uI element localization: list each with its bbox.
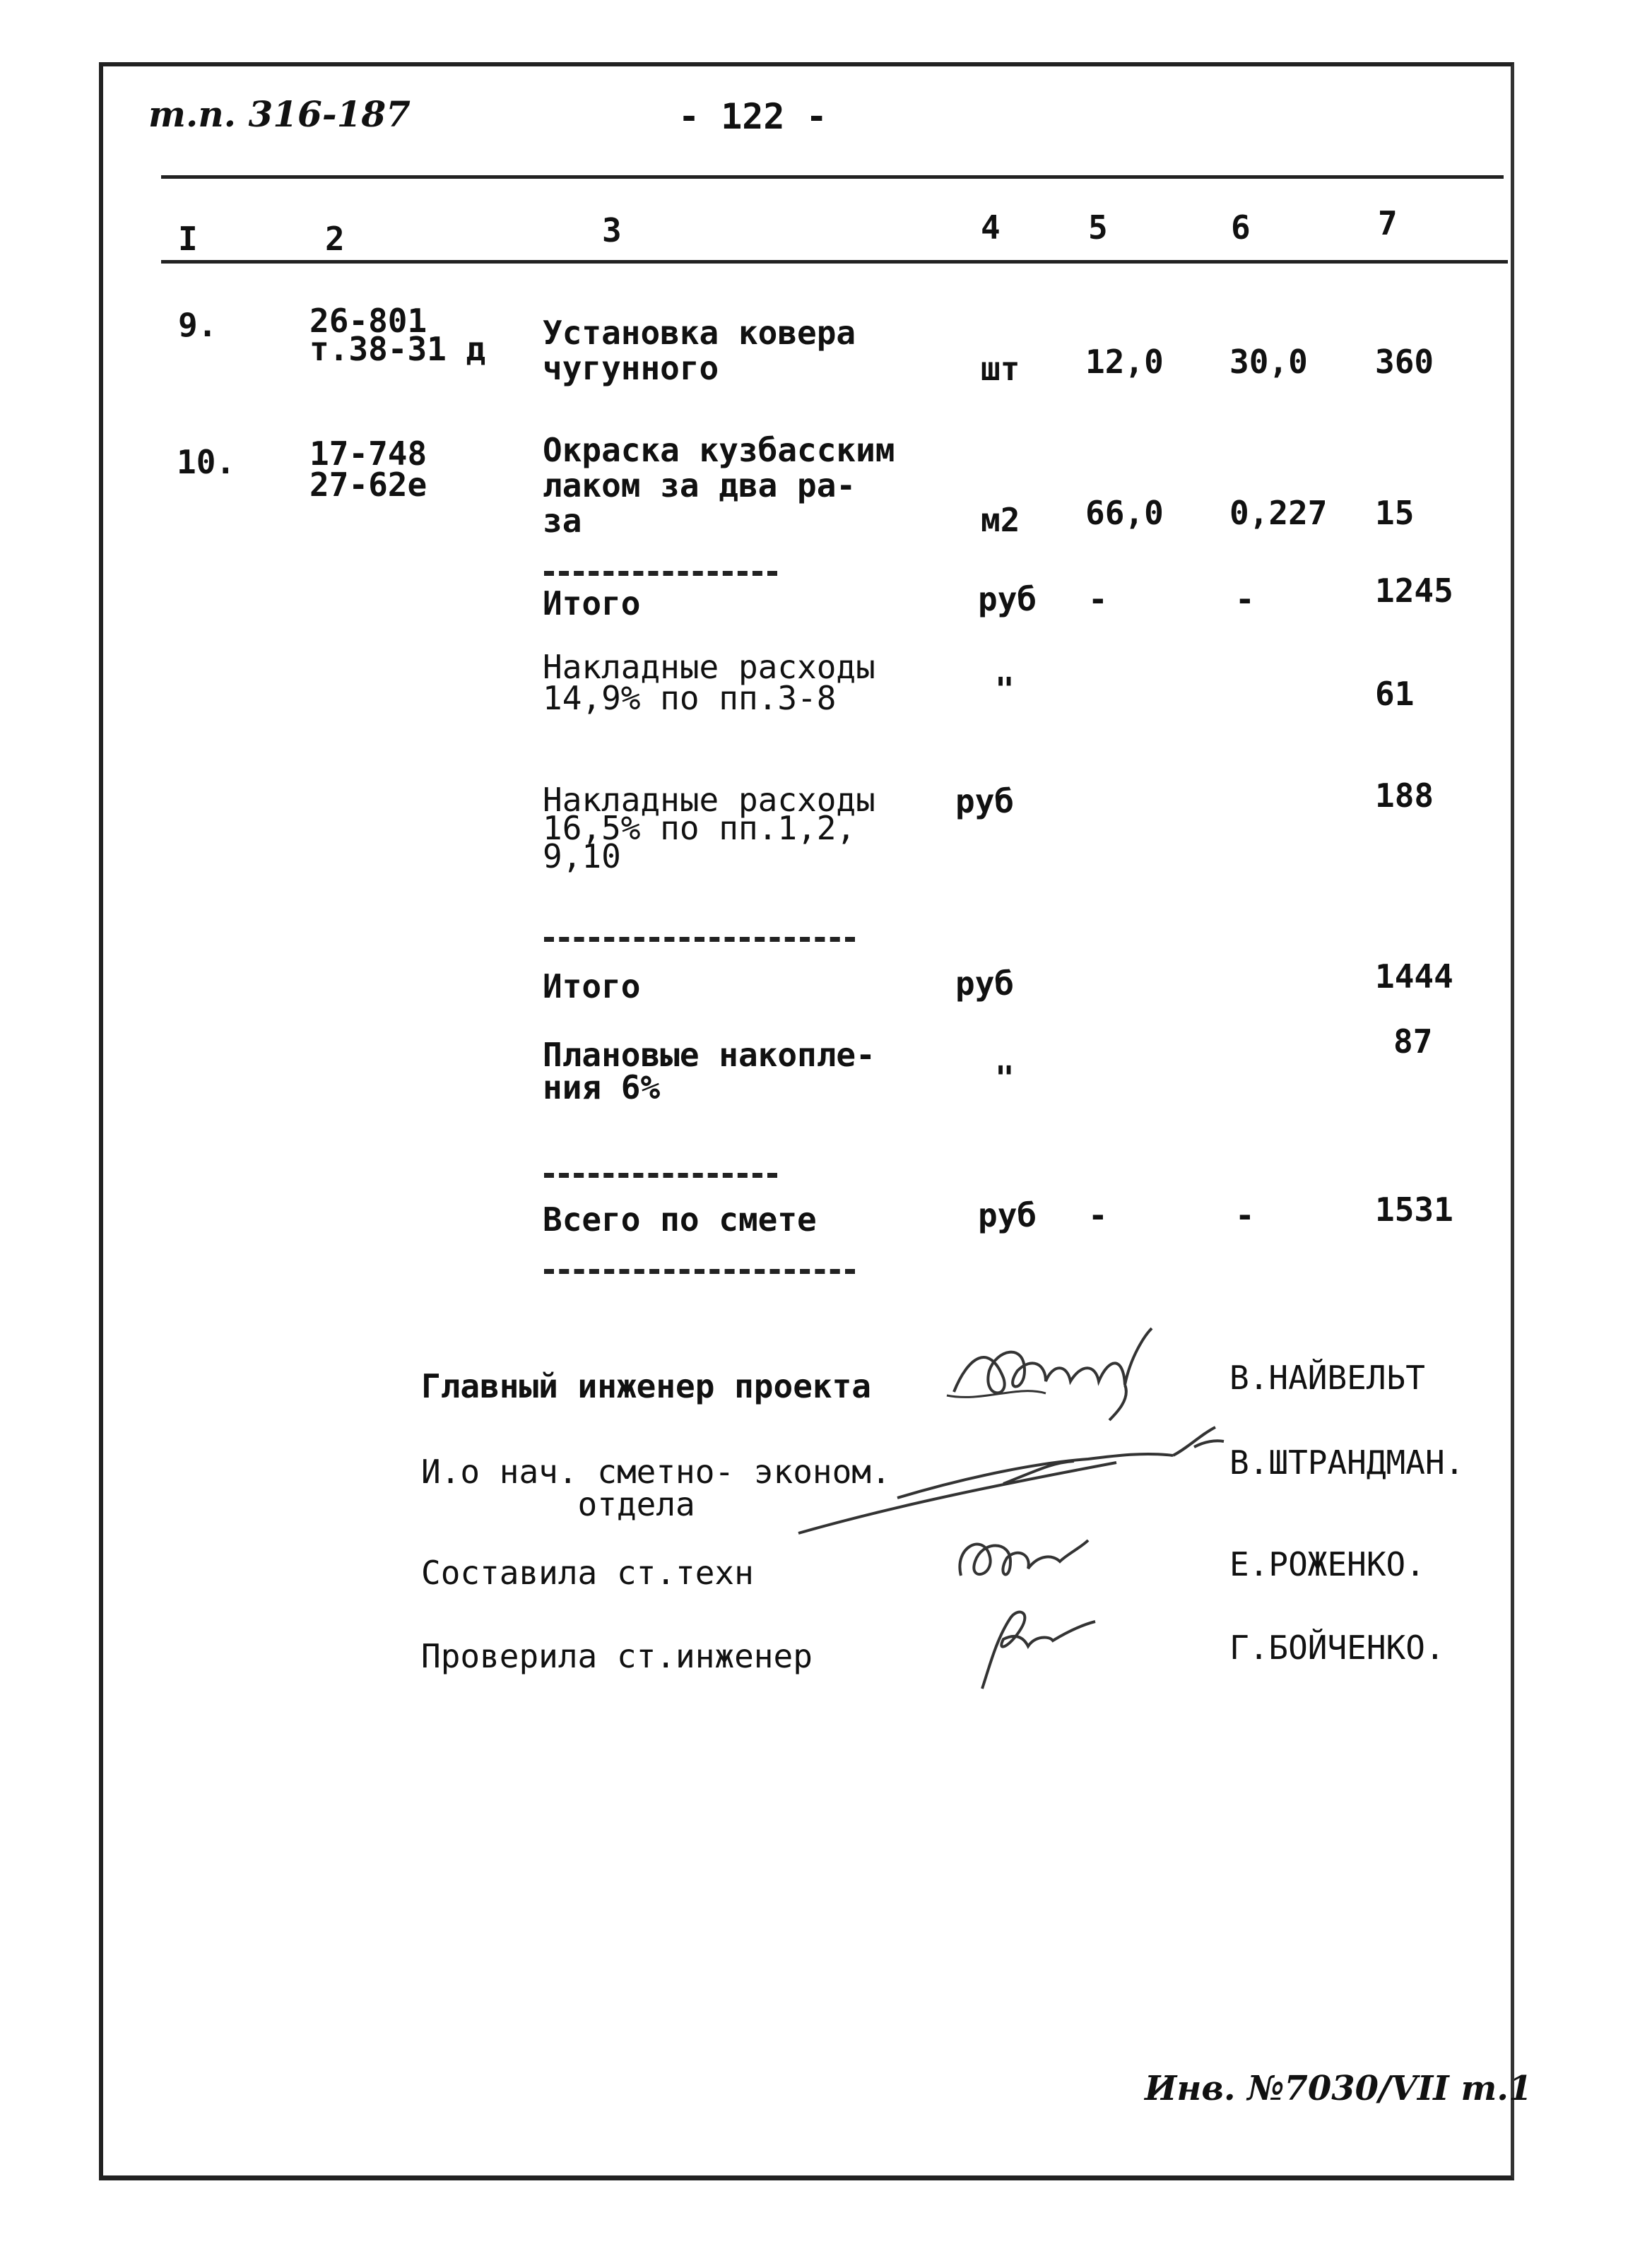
col-header-3: 3 (602, 211, 622, 249)
row-10-name: Окраска кузбасским лаком за два ра- за (543, 431, 895, 540)
col-header-5: 5 (1088, 208, 1108, 247)
signature-name-dept-head: В.ШТРАНДМАН. (1229, 1443, 1465, 1482)
summary-grand-total-sum: 1531 (1375, 1191, 1453, 1229)
signature-role-chief-engineer: Главный инженер проекта (421, 1367, 871, 1405)
row-9-price: 30,0 (1229, 343, 1308, 381)
col-header-6: 6 (1231, 208, 1251, 247)
summary-total-2-unit: руб (955, 964, 1015, 1003)
signature-name-checker: Г.БОЙЧЕНКО. (1229, 1629, 1445, 1667)
summary-total-2-sum: 1444 (1375, 957, 1453, 996)
signature-role-compiler: Составила ст.техн (421, 1554, 754, 1592)
summary-total-1-label: Итого (543, 584, 641, 622)
col-header-1: I (178, 220, 198, 258)
inventory-number: Инв. №7030/VII т.1 (1145, 2069, 1533, 2108)
row-9-code: 26-801 т.38-31 д (309, 302, 486, 368)
handwritten-signature-compiler (947, 1519, 1102, 1597)
summary-planned-savings-unit: " (995, 1059, 1015, 1097)
row-10-code: 17-748 27-62е (309, 435, 427, 504)
dashed-separator (544, 937, 855, 942)
handwritten-signature-chief-engineer (940, 1314, 1208, 1427)
signature-name-chief-engineer: В.НАЙВЕЛЬТ (1229, 1359, 1425, 1397)
summary-overhead-1-unit: " (995, 671, 1015, 709)
summary-overhead-1-label: Накладные расходы 14,9% по пп.3-8 (543, 648, 875, 717)
summary-grand-total-label: Всего по смете (543, 1200, 817, 1239)
summary-overhead-1-sum: 61 (1375, 675, 1415, 713)
row-9-qty: 12,0 (1085, 343, 1164, 381)
summary-overhead-2-unit: руб (955, 782, 1015, 820)
row-10-qty: 66,0 (1085, 494, 1164, 532)
summary-planned-savings-label: Плановые накопле- ния 6% (543, 1036, 875, 1106)
summary-total-1-qty: - (1088, 580, 1108, 618)
row-10-sum: 15 (1375, 494, 1415, 532)
summary-grand-total-price: - (1235, 1196, 1255, 1234)
row-10-unit: м2 (981, 501, 1020, 539)
table-top-rule (161, 175, 1504, 179)
col-header-4: 4 (981, 208, 1001, 247)
handwritten-signature-checker (954, 1597, 1109, 1703)
doc-code: т.п. 316-187 (148, 93, 411, 135)
dashed-separator (544, 1173, 777, 1178)
summary-overhead-2-label: Накладные расходы 16,5% по пп.1,2, 9,10 (543, 781, 875, 875)
col-header-7: 7 (1378, 204, 1398, 242)
summary-total-1-sum: 1245 (1375, 572, 1453, 610)
row-10-price: 0,227 (1229, 494, 1328, 532)
summary-total-1-price: - (1235, 580, 1255, 618)
row-9-name: Установка ковера чугунного (543, 314, 856, 387)
summary-planned-savings-sum: 87 (1393, 1022, 1433, 1061)
row-9-number: 9. (178, 306, 218, 344)
summary-total-1-unit: руб (978, 580, 1037, 618)
page-number: - 122 - (678, 96, 827, 137)
header-bottom-rule (161, 260, 1508, 264)
col-header-2: 2 (325, 220, 345, 258)
signature-role-checker: Проверила ст.инженер (421, 1637, 813, 1675)
row-9-sum: 360 (1375, 343, 1434, 381)
row-10-number: 10. (177, 443, 236, 481)
summary-total-2-label: Итого (543, 967, 641, 1005)
summary-overhead-2-sum: 188 (1375, 776, 1434, 815)
signature-name-compiler: Е.РОЖЕНКО. (1229, 1545, 1425, 1583)
dashed-separator (544, 571, 777, 576)
dashed-separator (544, 1269, 855, 1274)
signature-role-dept-head: И.о нач. сметно- эконом. отдела (421, 1453, 891, 1523)
summary-grand-total-qty: - (1088, 1196, 1108, 1234)
summary-grand-total-unit: руб (978, 1196, 1037, 1234)
row-9-unit: шт (981, 350, 1020, 388)
